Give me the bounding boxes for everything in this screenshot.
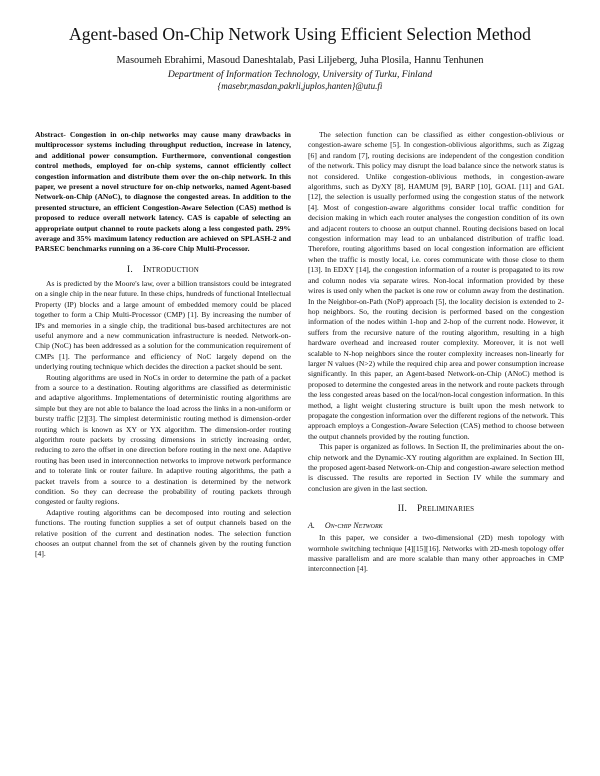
body-paragraph: In this paper, we consider a two-dimensional (2D) mesh topology with wormhole switching technique [4][15][16]. Networks with 2D-mesh topology offer massive parallelism and are more scalable than many other approaches in CMP interconnection [4]. xyxy=(308,533,564,574)
subsection-number: A. xyxy=(308,521,315,531)
author-list: Masoumeh Ebrahimi, Masoud Daneshtalab, Pasi Liljeberg, Juha Plosila, Hannu Tenhunen xyxy=(116,55,484,66)
right-column xyxy=(308,130,564,575)
body-paragraph: Routing algorithms are used in NoCs in order to determine the path of a packet from a source to a destination. Routing algorithms are classified as deterministic and adaptive algorithms. Implementations of deterministic routing algorithms are simple but they are not able to balance the load across the links in a non-uniform or bursty traffic [2][3]. The simplest deterministic routing method is dimension-order routing which is known as XY or YX algorithm. The dimension-order routing algorithm route packets by crossing dimensions in strictly increasing order, reducing to zero the offset in one direction before routing in the next one. Adaptive routing has been used in interconnection networks to improve network performance and to tolerate link or router failure. In adaptive routing algorithms, the path a packet travels from a source to a destination is determined by the network condition. So they can decrease the probability of routing packets through congested or faulty regions. xyxy=(35,372,291,507)
left-column xyxy=(35,130,291,560)
section-title: Preliminaries xyxy=(417,504,475,515)
body-paragraph: The selection function can be classified as either congestion-oblivious or congestion-aware scheme [5]. In congestion-oblivious algorithms, such as Zigzag [6] and random [7], routing decisions are independent of the congestion condition of the network. This policy may disrupt the load balance since the network status is not considered. Unlike congestion-oblivious methods, in congestion-aware algorithms, such as DyXY [8], HAMUM [9], BARP [10], GOAL [11] and GAL [12], the selection is usually performed using the congestion status of the network [4]. Most of congestion-aware algorithms consider local traffic condition for decision making in which each router analyses the congestion condition of its own and adjacent routers to choose an output channel. Routing decisions based on local congestion information may lead to an unbalanced distribution of traffic load. Therefore, routing algorithms based on local congestion information are efficient when the traffic is mostly local, i.e. cores communicate with those close to them [13]. In EDXY [14], the congestion information of a router is propagated to its row and column nodes via separate wires. Non-local information provided by these wires is used only when the packet is one row or column away from the destination. In the Neighbor-on-Path (NoP) approach [5], the locality decision is extended to 2-hop neighbors. So, the routing decision is performed based on the congestion information of the nodes within 1-hop and 2-hop of the current node. However, it suffers from the recursive nature of the routing algorithm, resulting in a high hardware overhead and increased router complexity. Moreover, it is not well scalable to N-hop neighbors since the router complexity increases non-linearly for larger N values (N>2) while the required chip area and power consumption increase significantly. In this paper, an Agent-based Network-on-Chip (ANoC) method is proposed to determine the congested areas in the network and route packets through the less congested areas based on the local/non-local congestion information. In this method, a light weight clustering structure is built upon the mesh network to propagate the congestion information over the different regions of the network. This approach employs a Congestion-Aware Selection (CAS) method to choose between the output channels provided by the routing function. xyxy=(308,130,564,441)
subsection-title: On-chip Network xyxy=(324,521,383,531)
affiliation: Department of Information Technology, University of Turku, Finland xyxy=(167,69,433,80)
body-paragraph: This paper is organized as follows. In Section II, the preliminaries about the on-chip network and the Dynamic-XY routing algorithm are explained. In Section III, the proposed agent-based Network-on-Chip and congestion-aware selection method is discussed. The results are reported in Section IV while the summary and conclusion are given in the last section. xyxy=(308,442,564,493)
body-paragraph: As is predicted by the Moore's law, over a billion transistors could be integrated on a single chip in the near future. In these chips, hundreds of functional Intellectual Property (IP) blocks and a large amount of embedded memory could be placed together to form a Chip Multi-Processor (CMP) [1]. By increasing the number of IPs and memories in a single chip, the traditional bus-based architectures are not useful anymore and a new communication infrastructure is needed. Network-on-Chip (NoC) has been addressed as a solution for the communication requirement of CMPs [1]. The performance and efficiency of NoC largely depend on the underlying routing technique which decides the direction a packet should be sent. xyxy=(35,278,291,372)
section-number: I. xyxy=(127,264,133,275)
section-heading-preliminaries xyxy=(308,503,564,515)
author-emails: {masebr,masdan,pakrli,juplos,hanten}@utu.fi xyxy=(217,81,383,91)
body-paragraph: Adaptive routing algorithms can be decomposed into routing and selection functions. The routing function supplies a set of output channels based on the relative position of the current and destination nodes. The selection function chooses an output channel from the set of channels given by the routing function [4]. xyxy=(35,507,291,559)
section-heading-introduction xyxy=(35,264,291,276)
section-title: Introduction xyxy=(142,264,199,275)
subsection-heading-on-chip-network xyxy=(308,520,564,531)
paper-title: Agent-based On-Chip Network Using Efficient Selection Method xyxy=(69,24,531,44)
abstract: Abstract- Congestion in on-chip networks may cause many drawbacks in multiprocessor systems including throughput reduction, increase in latency, and additional power consumption. Furthermore, conventional congestion control methods, employed for on-chip systems, cannot efficiently collect congestion information and distribute them over the on-chip network. In this paper, we present a novel structure for on-chip networks, named Agent-based Network-on-Chip (ANoC), to diagnose the congested areas. In addition to the presented structure, an efficient Congestion-Aware Selection (CAS) method is proposed to reduce overall network latency. CAS is capable of selecting an appropriate output channel to route packets along a less congested path. 29% average and 35% maximum latency reduction are achieved on SPLASH-2 and PARSEC benchmarks running on a 36-core Chip Multi-Processor. xyxy=(35,130,291,254)
section-number: II. xyxy=(397,504,407,515)
